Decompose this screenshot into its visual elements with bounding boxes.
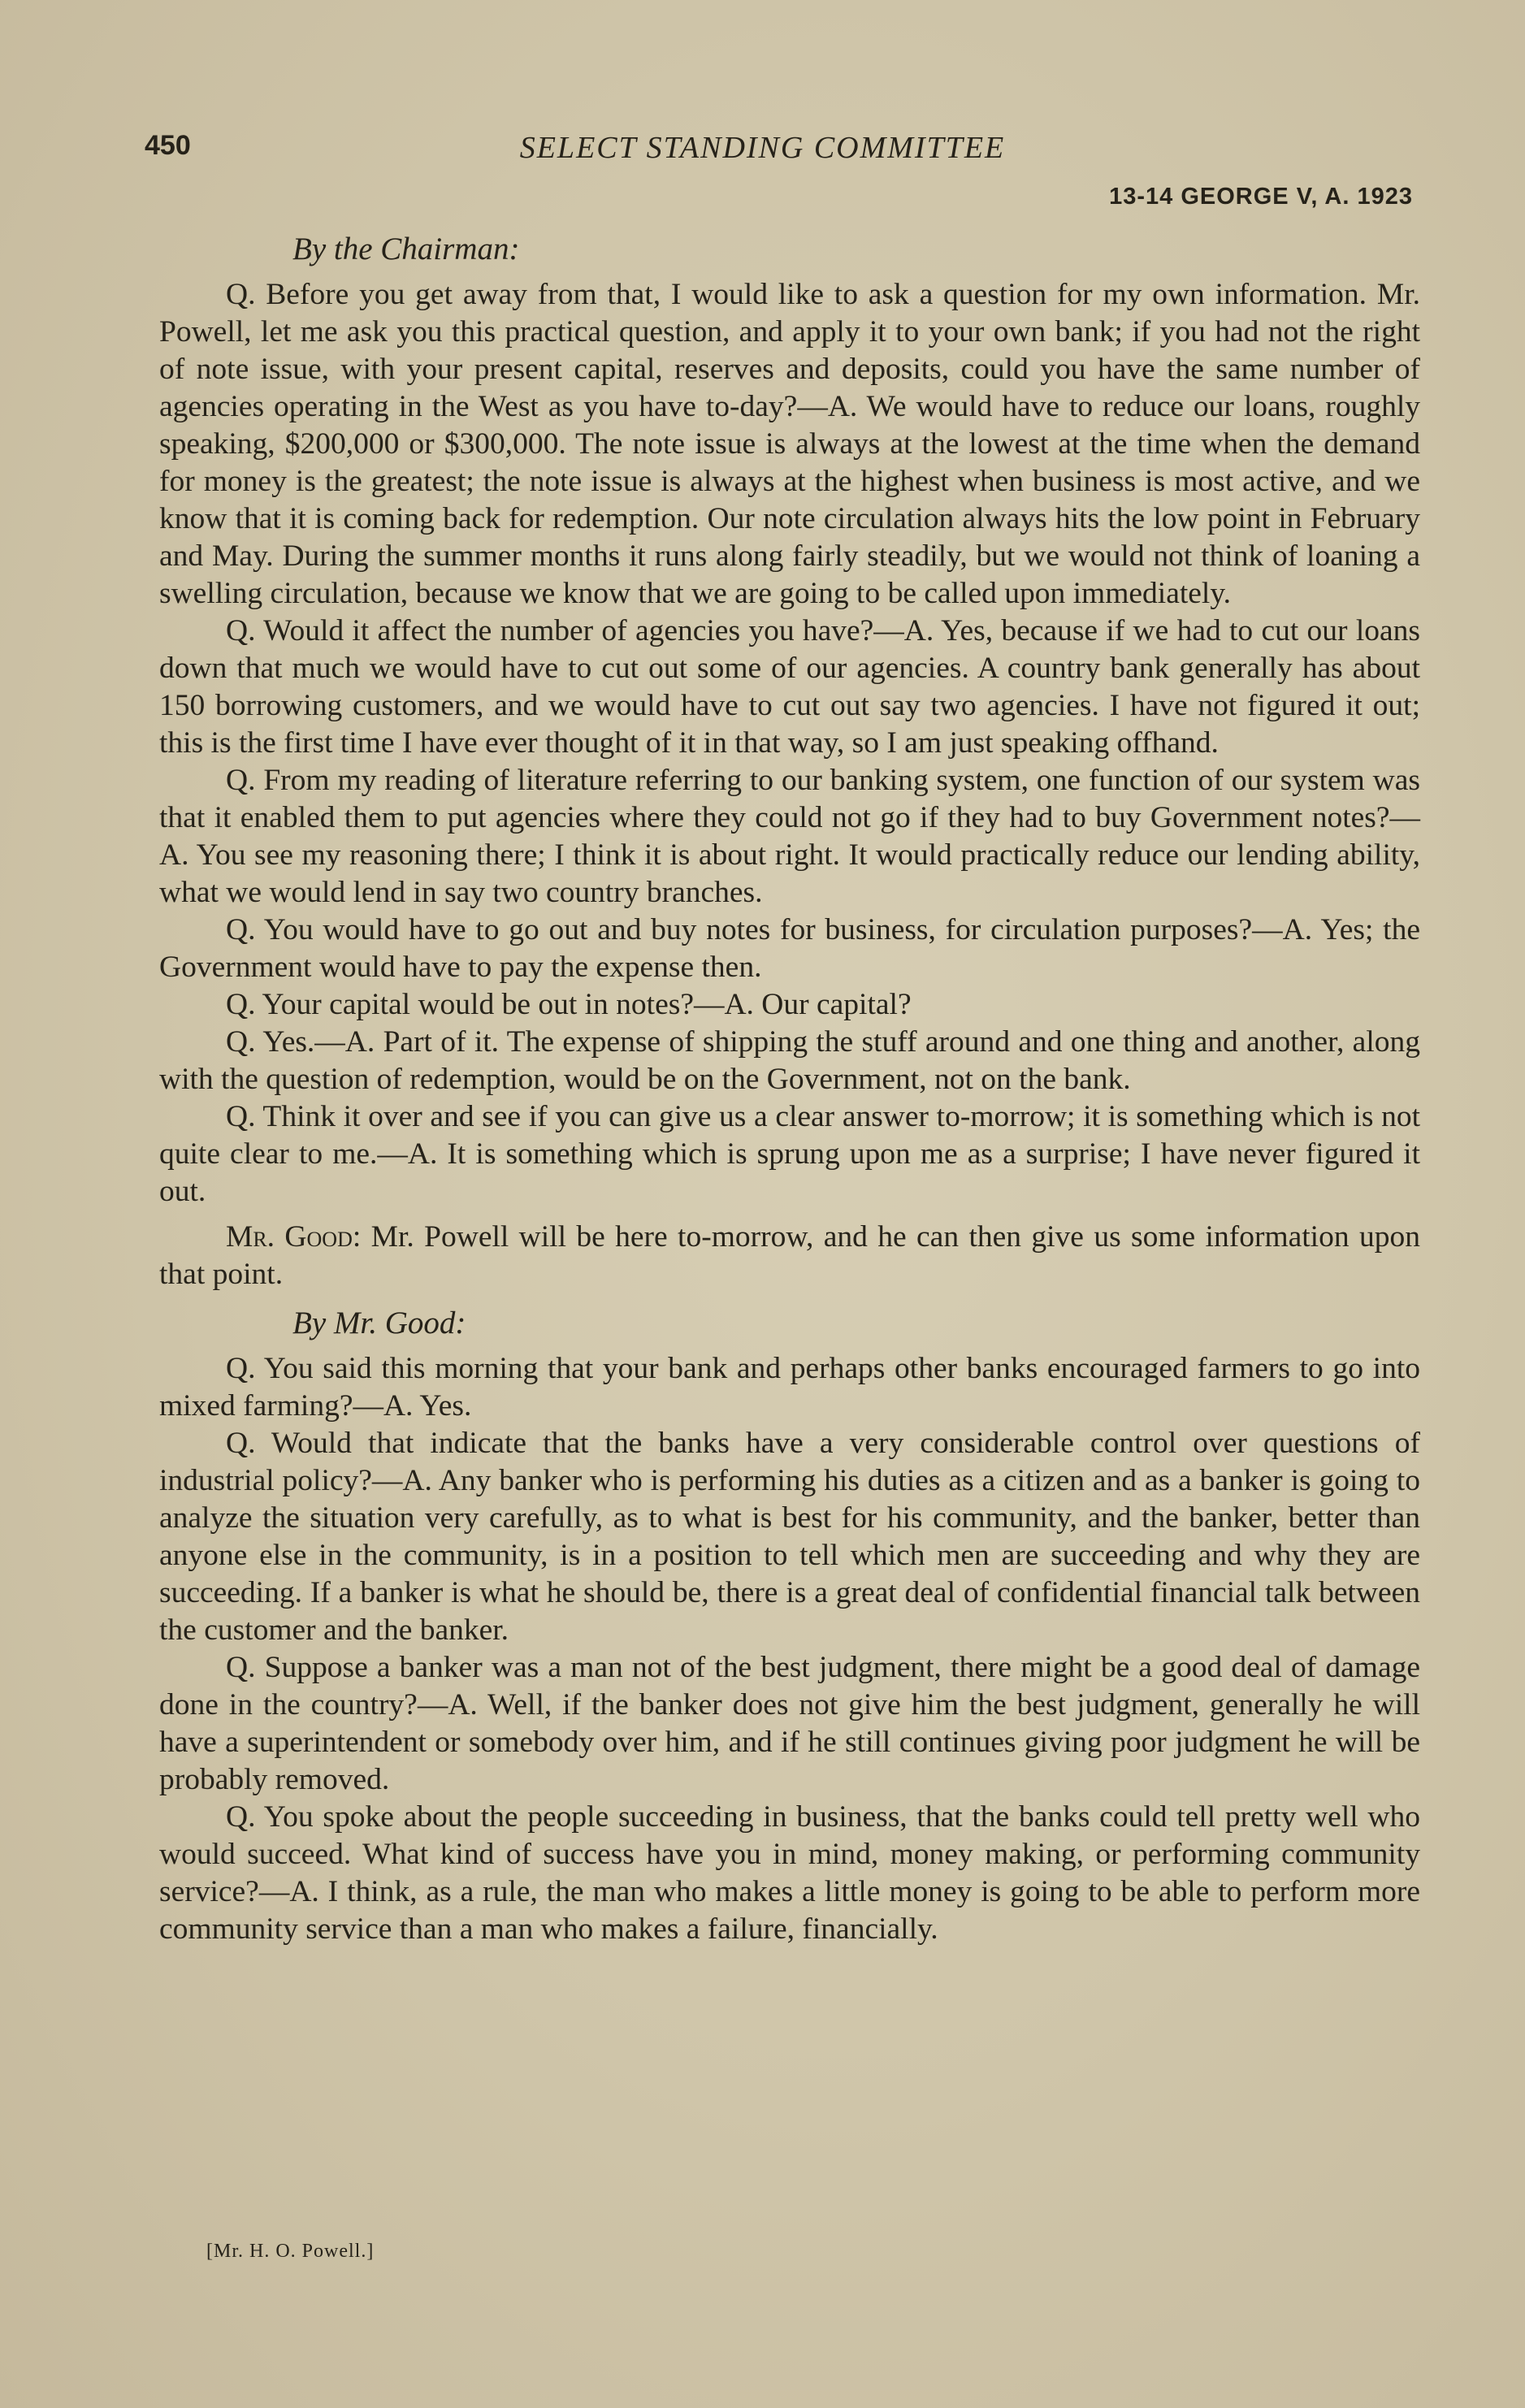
paragraph-6: Q. Yes.—A. Part of it. The expense of shipping the stuff around and one thing and another, along with the question of redemption, would be on the Government, not on the bank. [159,1025,1420,1096]
paragraph-10: Q. Would that indicate that the banks have a very considerable control over questions of industrial policy?—A. Any banker who is performing his duties as a citizen and as a banker is going to analyze the situation very carefully, as to what is best for his community, and the banker, better than anyone else in the community, is in a position to tell which men are succeeding and why they are succeeding. If a banker is what he should be, there is a great deal of confidential financial talk between the customer and the banker. [159,1427,1420,1647]
paragraph-8 [159,1219,1420,1293]
speaker-heading-good: By Mr. Good: [292,1306,466,1340]
paragraph-9: Q. You said this morning that your bank and perhaps other banks encouraged farmers to go into mixed farming?—A. Yes. [159,1352,1420,1423]
paragraph-2: Q. Would it affect the number of agencies you have?—A. Yes, because if we had to cut our loans down that much we would have to cut out some of our agencies. A country bank generally has about 150 borrowing customers, and we would have to cut out say two agencies. I have not figured it out; this is the first time I have ever thought of it in that way, so I am just speaking offhand. [159,614,1420,760]
paragraph-1: Q. Before you get away from that, I would like to ask a question for my own information. Mr. Powell, let me ask you this practical question, and apply it to your own bank; if you had not the right of note issue, with your present capital, reserves and deposits, could you have the same number of agencies operating in the West as you have to-day?—A. We would have to reduce our loans, roughly speaking, $200,000 or $300,000. The note issue is always at the lowest at the time when the demand for money is the greatest; the note issue is always at the highest when business is most active, and we know that it is coming back for redemption. Our note circulation always hits the low point in February and May. During the summer months it runs along fairly steadily, but we would not think of loaning a swelling circulation, because we know that we are going to be called upon immediately. [159,278,1420,610]
transcript-body [159,231,1420,1948]
page-number: 450 [145,130,191,161]
paragraph-12: Q. You spoke about the people succeeding in business, that the banks could tell pretty well who would succeed. What kind of success have you in mind, money making, or performing community service?—A. I think, as a rule, the man who makes a little money is going to be able to perform more community service than a man who makes a failure, financially. [159,1800,1420,1946]
paragraph-5: Q. Your capital would be out in notes?—A. Our capital? [226,988,912,1021]
witness-attribution: [Mr. H. O. Powell.] [206,2241,375,2262]
speaker-name-good: Mr. Good [226,1220,353,1254]
speaker-heading-chairman: By the Chairman: [292,232,520,266]
paragraph-8-text: : Mr. Powell will be here to-morrow, and he can then give us some information upon that point. [159,1220,1420,1291]
paragraph-3: Q. From my reading of literature referring to our banking system, one function of our system was that it enabled them to put agencies where they could not go if they had to buy Government notes?—A. You see my reasoning there; I think it is about right. It would practically reduce our lending ability, what we would lend in say two country branches. [159,764,1420,909]
paragraph-7: Q. Think it over and see if you can give us a clear answer to-morrow; it is something which is not quite clear to me.—A. It is something which is sprung upon me as a surprise; I have never figured it out. [159,1100,1420,1208]
paragraph-11: Q. Suppose a banker was a man not of the best judgment, there might be a good deal of damage done in the country?—A. Well, if the banker does not give him the best judgment, generally he will have a superintendent or somebody over him, and if he still continues giving poor judgment he will be probably removed. [159,1651,1420,1796]
paragraph-4: Q. You would have to go out and buy notes for business, for circulation purposes?—A. Yes; the Government would have to pay the expense then. [159,913,1420,984]
running-title: SELECT STANDING COMMITTEE [519,131,1006,165]
session-label: 13-14 GEORGE V, A. 1923 [1109,184,1413,210]
